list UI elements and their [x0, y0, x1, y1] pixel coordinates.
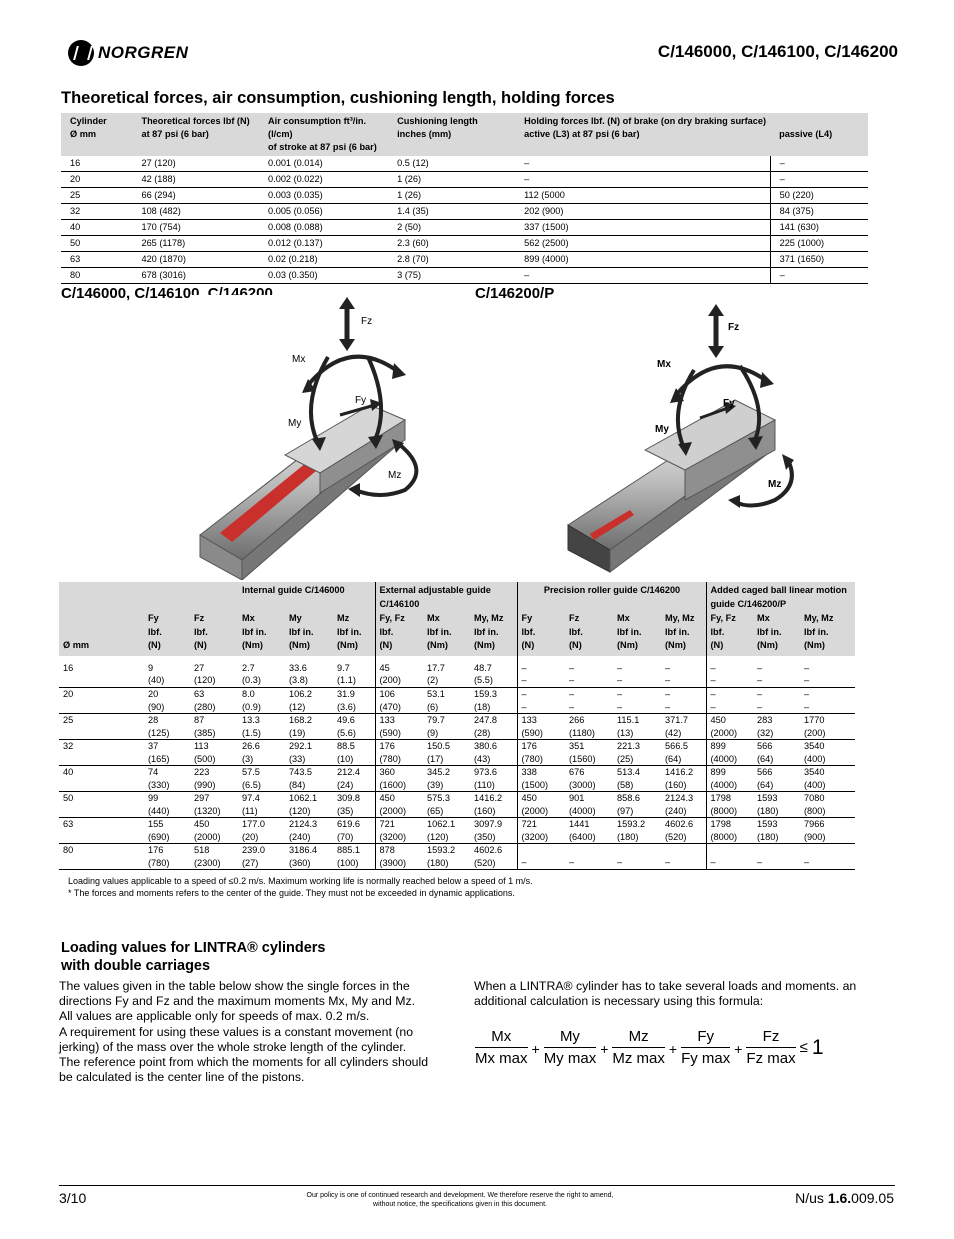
table-cell: 1593 (180) [753, 818, 800, 844]
table-cell: 380.6 (43) [470, 740, 517, 766]
table-cell: 518 (2300) [190, 844, 238, 870]
section-title-double-carriages: Loading values for LINTRA® cylinders with double carriages [61, 940, 326, 974]
table-cell: 239.0 (27) [238, 844, 285, 870]
table-cell: 360 (1600) [375, 766, 423, 792]
table-cell: 66 (294) [132, 188, 259, 204]
table-cell: 619.6 (70) [333, 818, 375, 844]
table-cell: 112 (5000 [515, 188, 770, 204]
table-cell: – [515, 156, 770, 172]
figure-title-left: C/146000, C/146100, C/146200 [61, 285, 273, 302]
table-row [61, 156, 868, 172]
table-cell: 63 [59, 818, 144, 844]
table-cell: 0.5 (12) [388, 156, 515, 172]
table-cell: 26.6 (3) [238, 740, 285, 766]
table-cell: – [770, 156, 868, 172]
text-line: additional calculation is necessary using this formula: [474, 994, 764, 1009]
text-line: The reference point from which the moments for all cylinders should [59, 1055, 429, 1070]
group-internal-guide: Internal guide C/146000 [238, 582, 375, 612]
table-cell: 25 [59, 714, 144, 740]
table-cell: 28 (125) [144, 714, 190, 740]
guide-group-header-row [59, 582, 855, 612]
table-cell: 88.5 (10) [333, 740, 375, 766]
table-cell: 74 (330) [144, 766, 190, 792]
table-cell: 50 [61, 236, 132, 252]
table-cell: 878 (3900) [375, 844, 423, 870]
table-cell: 247.8 (28) [470, 714, 517, 740]
table-cell: 1416.2 (160) [470, 792, 517, 818]
table-cell: 1062.1 (120) [423, 818, 470, 844]
table-cell: 16 [59, 656, 144, 688]
table-cell: 1798 (8000) [706, 792, 753, 818]
table-cell: 108 (482) [132, 204, 259, 220]
table-cell: 3540 (400) [800, 766, 855, 792]
table-row [61, 220, 868, 236]
document-code: C/146000, C/146100, C/146200 [657, 42, 898, 61]
formula-fraction [681, 1028, 730, 1067]
col-header: Cushioning length inches (mm) [388, 113, 515, 156]
table-cell: 7966 (900) [800, 818, 855, 844]
table-cell: 0.03 (0.350) [259, 268, 388, 284]
table-cell: 1.4 (35) [388, 204, 515, 220]
table-cell: 1593.2 (180) [613, 818, 661, 844]
loading-note-2: * The forces and moments refers to the center of the guide. They must not be exceeded in dynamic applications. [68, 888, 515, 898]
table-cell: 113 (500) [190, 740, 238, 766]
table-cell: 309.8 (35) [333, 792, 375, 818]
table-row [59, 740, 855, 766]
fraction-numerator: Fy [697, 1028, 714, 1045]
table-cell: 13.3 (1.5) [238, 714, 285, 740]
table-cell: 225 (1000) [770, 236, 868, 252]
col-header: Fy, Fz lbf. (N) [706, 612, 753, 656]
mz-label: Mz [388, 470, 402, 481]
table-cell: 16 [61, 156, 132, 172]
table-cell: – – [661, 688, 706, 714]
table-cell: 676 (3000) [565, 766, 613, 792]
table-cell: 901 (4000) [565, 792, 613, 818]
table-cell: 133 (590) [517, 714, 565, 740]
fraction-denominator: Fz max [746, 1047, 795, 1067]
table-cell: 2 (50) [388, 220, 515, 236]
table-cell: 27 (120) [132, 156, 259, 172]
norgren-logo-icon [68, 40, 94, 66]
text-line: The values given in the table below show the single forces in the [59, 979, 410, 993]
table-cell: – – [613, 688, 661, 714]
table-cell: – [706, 844, 753, 870]
col-header: Ø mm [59, 612, 144, 656]
table-cell: 292.1 (33) [285, 740, 333, 766]
table-cell: 80 [59, 844, 144, 870]
table-cell: 575.3 (65) [423, 792, 470, 818]
table-cell: 450 (2000) [706, 714, 753, 740]
col-header: Fy lbf. (N) [517, 612, 565, 656]
table-cell: 3540 (400) [800, 740, 855, 766]
table-cell: 4602.6 (520) [470, 844, 517, 870]
table-cell: 743.5 (84) [285, 766, 333, 792]
col-header: Cylinder Ø mm [61, 113, 132, 156]
table-cell: – [661, 844, 706, 870]
table-cell: 202 (900) [515, 204, 770, 220]
table-cell: 858.6 (97) [613, 792, 661, 818]
table-row [61, 188, 868, 204]
table-cell: 1062.1 (120) [285, 792, 333, 818]
table-cell: 371 (1650) [770, 252, 868, 268]
col-header: Fy lbf. (N) [144, 612, 190, 656]
fz-label: Fz [361, 316, 373, 327]
table-cell: 4602.6 (520) [661, 818, 706, 844]
table-cell: – – [753, 688, 800, 714]
table-cell: 420 (1870) [132, 252, 259, 268]
table-cell: 50 (220) [770, 188, 868, 204]
table-cell: 1593.2 (180) [423, 844, 470, 870]
table-cell: – – [706, 656, 753, 688]
table-cell: 297 (1320) [190, 792, 238, 818]
table-cell: 283 (32) [753, 714, 800, 740]
table-cell: – – [517, 656, 565, 688]
table-cell: 345.2 (39) [423, 766, 470, 792]
my-label: My [288, 418, 302, 429]
table-row [59, 714, 855, 740]
table-cell: 40 [59, 766, 144, 792]
norgren-logo [68, 39, 188, 67]
table-cell: 31.9 (3.6) [333, 688, 375, 714]
table-cell: – [770, 268, 868, 284]
table-cell: 1798 (8000) [706, 818, 753, 844]
table-cell: – – [517, 688, 565, 714]
table-row [61, 204, 868, 220]
table-cell: 450 (2000) [375, 792, 423, 818]
table-cell: – [753, 844, 800, 870]
table-cell: 0.002 (0.022) [259, 172, 388, 188]
table-cell: – [517, 844, 565, 870]
col-header: Fy, Fz lbf. (N) [375, 612, 423, 656]
table-cell: 351 (1560) [565, 740, 613, 766]
figure-title-right: C/146200/P [475, 285, 555, 302]
table-cell: 1770 (200) [800, 714, 855, 740]
table-cell: – [565, 844, 613, 870]
table-cell: 115.1 (13) [613, 714, 661, 740]
table-cell: 265 (1178) [132, 236, 259, 252]
table-cell: – – [706, 688, 753, 714]
col-header: My, Mz lbf in. (Nm) [800, 612, 855, 656]
fraction-numerator: My [559, 1028, 580, 1045]
table-cell: 53.1 (6) [423, 688, 470, 714]
table-cell: 155 (690) [144, 818, 190, 844]
table-cell: 63 (280) [190, 688, 238, 714]
fy-label: Fy [355, 395, 367, 406]
table-row [59, 688, 855, 714]
table-cell: 176 (780) [517, 740, 565, 766]
table-cell: 33.6 (3.8) [285, 656, 333, 688]
table-cell: 3186.4 (360) [285, 844, 333, 870]
col-header: Holding forces lbf. (N) of brake (on dry braking surface) active (L3) at 87 psi (6 bar) [515, 113, 770, 156]
table-cell: 176 (780) [375, 740, 423, 766]
table-cell: 7080 (800) [800, 792, 855, 818]
formula-fraction [612, 1028, 665, 1067]
table-cell: 3 (75) [388, 268, 515, 284]
forces-table-header [61, 113, 868, 156]
table-cell: 371.7 (42) [661, 714, 706, 740]
table-cell: 40 [61, 220, 132, 236]
text-line: A requirement for using these values is a constant movement (no [59, 1024, 414, 1039]
group-caged-ball-guide: Added caged ball linear motion guide C/146200/P [706, 582, 855, 612]
text-line: When a LINTRA® cylinder has to take several loads and moments. an [474, 979, 857, 993]
table-cell: 0.012 (0.137) [259, 236, 388, 252]
table-cell: 25 [61, 188, 132, 204]
load-formula [475, 1028, 824, 1067]
table-cell: – – [753, 656, 800, 688]
fz-arrow-icon [339, 297, 355, 351]
col-header: Mz lbf in. (Nm) [333, 612, 375, 656]
table-cell: 159.3 (18) [470, 688, 517, 714]
table-cell: 0.008 (0.088) [259, 220, 388, 236]
document-reference: N/us 1.6.009.05 [795, 1190, 894, 1206]
text-line: jerking) of the mass over the whole stroke length of the cylinder. [59, 1039, 407, 1054]
table-cell: 133 (590) [375, 714, 423, 740]
table-cell: – [613, 844, 661, 870]
table-cell: 899 (4000) [706, 740, 753, 766]
table-cell: 97.4 (11) [238, 792, 285, 818]
table-cell: 562 (2500) [515, 236, 770, 252]
fraction-denominator: Mz max [612, 1047, 665, 1067]
table-cell: – – [800, 656, 855, 688]
guide-column-header-row [59, 612, 855, 656]
table-row [59, 656, 855, 688]
table-cell: 0.005 (0.056) [259, 204, 388, 220]
table-cell: 99 (440) [144, 792, 190, 818]
col-header: Mx lbf in. (Nm) [423, 612, 470, 656]
table-cell: 45 (200) [375, 656, 423, 688]
group-precision-roller-guide: Precision roller guide C/146200 [517, 582, 706, 612]
plus-sign: + [734, 1040, 743, 1057]
table-cell: 221.3 (25) [613, 740, 661, 766]
table-cell: 1 (26) [388, 188, 515, 204]
table-row [59, 766, 855, 792]
col-header: My lbf in. (Nm) [285, 612, 333, 656]
table-row [59, 844, 855, 870]
table-cell: 20 [59, 688, 144, 714]
table-cell: 170 (754) [132, 220, 259, 236]
guide-loads-table [59, 582, 855, 870]
table-row [61, 172, 868, 188]
table-cell: 566.5 (64) [661, 740, 706, 766]
table-cell: 338 (1500) [517, 766, 565, 792]
table-cell: 899 (4000) [706, 766, 753, 792]
table-cell: 678 (3016) [132, 268, 259, 284]
loading-note-1: Loading values applicable to a speed of ≤0.2 m/s. Maximum working life is normally reached below a speed of 1 m/s. [68, 876, 533, 886]
col-header: Mx lbf in. (Nm) [613, 612, 661, 656]
group-external-guide: External adjustable guide C/146100 [375, 582, 517, 612]
section-title-forces: Theoretical forces, air consumption, cushioning length, holding forces [61, 89, 615, 107]
col-header: Fz lbf. (N) [565, 612, 613, 656]
table-cell: 50 [59, 792, 144, 818]
fraction-denominator: My max [544, 1047, 597, 1067]
table-cell: 450 (2000) [190, 818, 238, 844]
plus-sign: + [531, 1040, 540, 1057]
col-header: Air consumption ft³/in. (l/cm) of stroke at 87 psi (6 bar) [259, 113, 388, 156]
table-row [59, 792, 855, 818]
text-line: directions Fy and Fz and the maximum moments Mx, My and Mz. [59, 994, 416, 1009]
table-cell: 63 [61, 252, 132, 268]
table-cell: 721 (3200) [517, 818, 565, 844]
table-cell: 37 (165) [144, 740, 190, 766]
table-cell: – – [800, 688, 855, 714]
col-header: My, Mz lbf in. (Nm) [661, 612, 706, 656]
fraction-numerator: Mz [628, 1028, 649, 1045]
formula-intro [474, 979, 874, 1009]
table-cell: 32 [61, 204, 132, 220]
table-cell: – – [565, 688, 613, 714]
table-cell: 168.2 (19) [285, 714, 333, 740]
table-row [61, 268, 868, 284]
table-cell: – – [661, 656, 706, 688]
table-cell: 212.4 (24) [333, 766, 375, 792]
table-cell: 0.003 (0.035) [259, 188, 388, 204]
table-row [61, 236, 868, 252]
fz-arrow-icon-right [708, 304, 724, 358]
col-header: My, Mz lbf in. (Nm) [470, 612, 517, 656]
text-line: All values are applicable only for speeds of max. 0.2 m/s. [59, 1009, 370, 1024]
formula-fraction [475, 1028, 528, 1067]
col-header: Mx lbf in. (Nm) [753, 612, 800, 656]
col-header: passive (L4) [770, 113, 868, 156]
table-cell: – [515, 172, 770, 188]
mx-label-right: Mx [657, 359, 671, 370]
table-cell: 9 (40) [144, 656, 190, 688]
table-cell: 0.001 (0.014) [259, 156, 388, 172]
fraction-numerator: Fz [762, 1028, 780, 1045]
col-header: Theoretical forces lbf (N) at 87 psi (6 bar) [132, 113, 259, 156]
my-label-right: My [655, 424, 669, 435]
table-cell: 2.8 (70) [388, 252, 515, 268]
table-row [61, 252, 868, 268]
policy-notice: Our policy is one of continued research and development. We therefore reserve the right to amend, without notice, the specifications given in this document. [306, 1192, 614, 1208]
table-cell: – [770, 172, 868, 188]
table-cell: 223 (990) [190, 766, 238, 792]
table-cell: 84 (375) [770, 204, 868, 220]
table-cell: – [800, 844, 855, 870]
table-cell: 176 (780) [144, 844, 190, 870]
table-cell: 513.4 (58) [613, 766, 661, 792]
table-cell: 106.2 (12) [285, 688, 333, 714]
table-cell: 9.7 (1.1) [333, 656, 375, 688]
col-header: Mx lbf in. (Nm) [238, 612, 285, 656]
table-cell: 106 (470) [375, 688, 423, 714]
col-header: Fz lbf. (N) [190, 612, 238, 656]
table-cell: 721 (3200) [375, 818, 423, 844]
table-cell: 177.0 (20) [238, 818, 285, 844]
cylinder-diagram-left [190, 295, 440, 580]
table-cell: – – [565, 656, 613, 688]
table-cell: 337 (1500) [515, 220, 770, 236]
table-row [59, 818, 855, 844]
fz-label-right: Fz [728, 322, 740, 333]
table-cell: 141 (630) [770, 220, 868, 236]
table-cell: 2124.3 (240) [661, 792, 706, 818]
formula-fraction [746, 1028, 795, 1067]
table-cell: 20 [61, 172, 132, 188]
table-cell: – – [613, 656, 661, 688]
plus-sign: + [600, 1040, 609, 1057]
table-cell: 899 (4000) [515, 252, 770, 268]
fraction-numerator: Mx [491, 1028, 512, 1045]
table-cell: 87 (385) [190, 714, 238, 740]
table-cell: – [515, 268, 770, 284]
text-line: be calculated is the center line of the pistons. [59, 1070, 305, 1085]
table-cell: 450 (2000) [517, 792, 565, 818]
table-cell: 48.7 (5.5) [470, 656, 517, 688]
fraction-denominator: Mx max [475, 1047, 528, 1067]
forces-table [61, 113, 868, 284]
table-cell: 2124.3 (240) [285, 818, 333, 844]
table-cell: 17.7 (2) [423, 656, 470, 688]
table-cell: 20 (90) [144, 688, 190, 714]
mz-label-right: Mz [768, 479, 782, 490]
table-cell: 0.02 (0.218) [259, 252, 388, 268]
table-cell: 1416.2 (160) [661, 766, 706, 792]
footer-divider [59, 1185, 895, 1186]
table-cell: 3097.9 (350) [470, 818, 517, 844]
leq-sign: ≤ [799, 1039, 808, 1056]
mx-label: Mx [292, 354, 306, 365]
table-cell: 42 (188) [132, 172, 259, 188]
table-cell: 885.1 (100) [333, 844, 375, 870]
table-cell: 80 [61, 268, 132, 284]
table-cell: 566 (64) [753, 766, 800, 792]
fy-label-right: Fy [723, 398, 735, 409]
fraction-denominator: Fy max [681, 1047, 730, 1067]
logo-text: NORGREN [98, 43, 189, 62]
table-cell: 57.5 (6.5) [238, 766, 285, 792]
cylinder-diagram-right [560, 300, 810, 580]
table-cell: 49.6 (5.6) [333, 714, 375, 740]
table-cell: 266 (1180) [565, 714, 613, 740]
table-cell: 150.5 (17) [423, 740, 470, 766]
table-cell: 79.7 (9) [423, 714, 470, 740]
table-cell: 566 (64) [753, 740, 800, 766]
formula-fraction [544, 1028, 597, 1067]
table-cell: 973.6 (110) [470, 766, 517, 792]
table-cell: 2.3 (60) [388, 236, 515, 252]
page-number: 3/10 [59, 1190, 87, 1206]
table-cell: 1441 (6400) [565, 818, 613, 844]
table-cell: 1593 (180) [753, 792, 800, 818]
table-cell: 8.0 (0.9) [238, 688, 285, 714]
plus-sign: + [668, 1040, 678, 1057]
table-cell: 32 [59, 740, 144, 766]
table-cell: 27 (120) [190, 656, 238, 688]
table-cell: 1 (26) [388, 172, 515, 188]
table-cell: 2.7 (0.3) [238, 656, 285, 688]
formula-limit: 1 [811, 1035, 824, 1059]
double-carriage-description [59, 979, 459, 1085]
